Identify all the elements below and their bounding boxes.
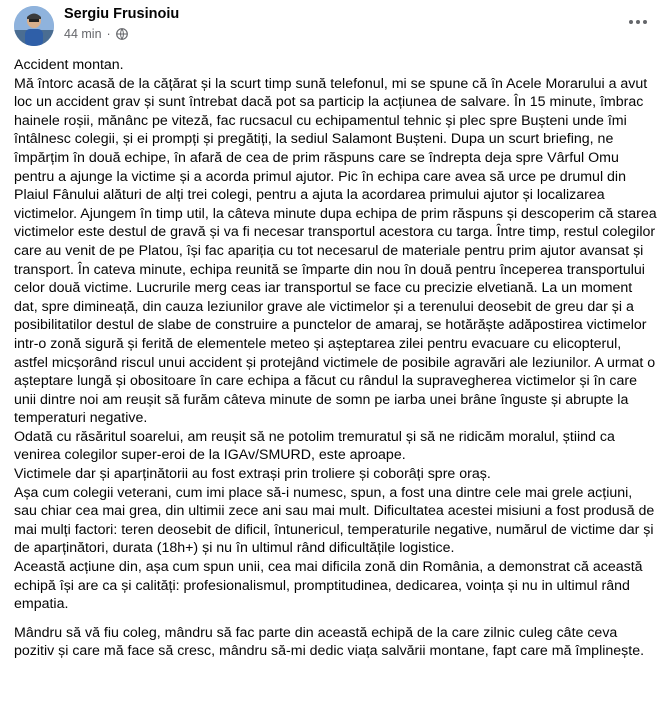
post-paragraph: Această acțiune din, așa cum spun unii, cea mai dificila zonă din România, a demonstrat că această echipă își are ca și calități: profesionalismul, promptitudinea, dedicarea, voința și nu in ultimul rând empatia. <box>14 559 643 613</box>
post-time[interactable]: 44 min <box>64 27 102 41</box>
post-header <box>0 0 668 52</box>
post-text <box>14 56 658 661</box>
post-paragraph: Mândru să vă fiu coleg, mândru să fac parte din această echipă de la care zilnic culeg câte ceva pozitiv și care mă face să cresc, mândru să-mi dedic viața salvării montane, fapt care mă împlinește. <box>14 624 645 660</box>
post-paragraph: Odată cu răsăritul soarelui, am reușit să ne potolim tremuratul și să ne ridicăm moralul, știind ca venirea colegilor super-eroi de la IGAv/SMURD, este aproape. <box>14 428 615 464</box>
globe-icon[interactable] <box>116 28 128 40</box>
post-meta <box>64 27 128 41</box>
post-paragraph: Victimele dar și aparținătorii au fost extrași prin troliere și coborâți spre oraș. <box>14 466 491 483</box>
more-options-icon[interactable] <box>622 10 654 34</box>
meta-separator: · <box>106 27 111 41</box>
author-avatar[interactable] <box>14 6 54 46</box>
avatar-image <box>14 6 54 46</box>
author-name[interactable]: Sergiu Frusinoiu <box>64 6 180 22</box>
post-paragraph: Mă întorc acasă de la cățărat și la scurt timp sună telefonul, mi se spune că în Acele Morarului a avut loc un accident grav și sunt întrebat dacă pot sa particip la acțiunea de salvare. În 15 minute, îmbrac hainele roșii, mănânc pe viteză, fac rucsacul cu echipamentul tehnic și plec spre Bușteni unde îmi întâlnesc colegii, și ei prompți și pregătiți, la sediul Salamont Bușteni. Dupa un scurt briefing, ne împărțim în două echipe, în afară de cea de prim răspuns care se îndrepta deja spre Vârful Omu pentru a ajunge la victime și a acorda primul ajutor. Pic în echipa care avea să urce pe drumul din Plaiul Fânului alături de alți trei colegi, pentru a ajuta la acordarea primului ajutor și localizarea victimelor. Ajungem în timp util, la câteva minute dupa echipa de prim răspuns și descoperim că starea victimelor este destul de gravă și va fi necesar transportul acestora cu targa. Între timp, restul colegilor care au venit de pe Platou, își fac apariția cu tot necesarul de materiale pentru prim ajutor avansat și transport. În cateva minute, echipa reunită se împarte din nou în două pentru începerea transportului celor două victime. Lucrurile merg ceas iar transportul se face cu precizie elvetiană. La un moment dat, spre dimineață, din cauza leziunilor grave ale victimelor și a terenului deosebit de greu dar și a posibilitatilor destul de slabe de construire a punctelor de amaraj, se hotărăște adăpostirea victimelor intr-o zonă sigură și ferită de elementele meteo și așteptarea zilei pentru evacuare cu elicopterul, astfel micșorând riscul unui accident și protejând victimele de posibile agravări ale leziunilor. A urmat o așteptare lungă și obositoare în care echipa a făcut cu rândul la supravegherea victimelor și în care unii dintre noi am reușit să furăm câteva minute de somn pe iarba unei brâne înguste și abrupte la temperaturi negative. <box>14 75 657 427</box>
post-paragraph: Așa cum colegii veterani, cum imi place să-i numesc, spun, a fost una dintre cele mai grele acțiuni, sau chiar cea mai grea, din ultimii zece ani sau mai mult. Dificultatea acestei misiuni a fost produsă de mai mulți factori: teren deosebit de dificil, întunericul, temperaturile negative, numărul de victime dar și de aparținători, durata (18h+) și nu în ultimul rând dificultățile logistice. <box>14 484 655 557</box>
post-paragraph: Accident montan. <box>14 57 124 73</box>
